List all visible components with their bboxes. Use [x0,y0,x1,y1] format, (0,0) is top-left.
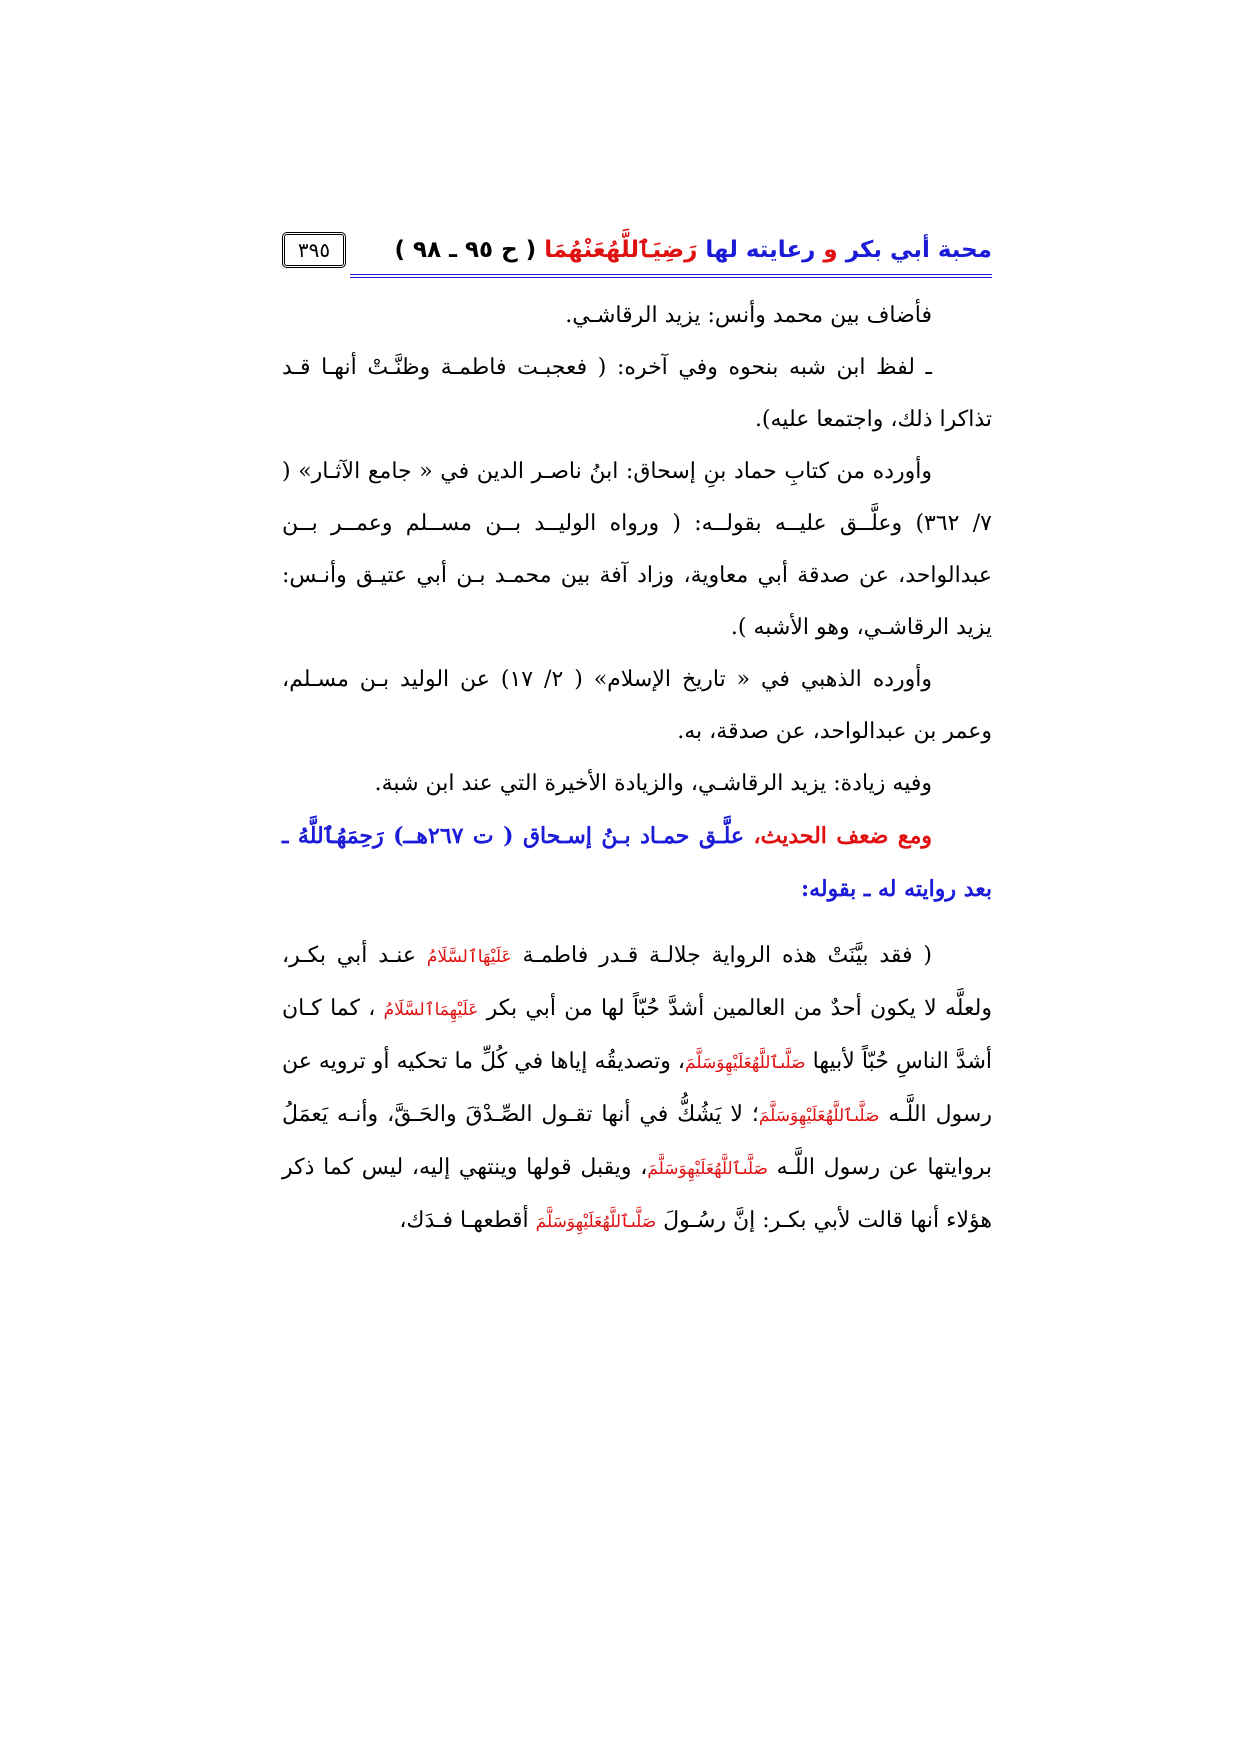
header-underline [350,274,992,278]
honorific-4: صَلَّىٱللَّهُعَلَيْهِوَسَلَّمَ [758,1106,880,1126]
honorific-2: عَلَيْهِمَاٱلسَّلَامُ [383,1000,479,1020]
quote-segment: ؛ لا يَشُكُّ في أنها تقـول الصِّـدْقَ والحَـقَّ، وأنـه يَعمَلُ بروايتها عن رسول اللَّـه [282,1102,993,1180]
paragraph-1: فأضاف بين محمد وأنس: يزيد الرقاشـي. [565,303,932,328]
quote-segment: ، ويقبل قولها وينتهي إليه، ليس كما ذكر هؤلاء أنها قالت لأبي بكـر: إنَّ رسُـولَ [282,1155,992,1233]
header-title-part2: و [815,237,846,263]
page-header [282,232,992,278]
quote-segment: ، كما كـان أشدَّ الناسِ حُبّاً لأبيها [282,996,992,1074]
highlight-red: ومع ضعف الحديث، [744,823,932,849]
highlight-blue: علَّـق حمـاد بـنُ إسـحاق ( ت ٢٦٧هــ) رَحِمَهُٱللَّهُ ـ بعد روايته له ـ بقوله: [282,823,992,902]
header-hadith-range: ( ح ٩٥ ـ ٩٨ ) [394,237,537,263]
paragraph-3: وأورده من كتابِ حماد بنِ إسحاق: ابنُ ناصـر الدين في « جامع الآثـار» ( ٧/ ٣٦٢) وعلَّــق عليــه بقولــه: ( ورواه الوليــد بــن مســلم وعمــر بــن عبدالواحد، عن صدقة أبي معاوية، وزاد آفة بين محمـد بـن أبي عتيـق وأنـس: يزيد الرقاشـي، وهو الأشبه ). [282,459,992,640]
honorific-3: صَلَّىٱللَّهُعَلَيْهِوَسَلَّمَ [685,1053,806,1073]
header-title-part1: محبة أبي بكر [845,237,992,263]
quote-segment: أقطعهـا فـدَك، [399,1208,536,1233]
page-number: ٣٩٥ [282,232,346,268]
quote-paragraph [282,930,992,1248]
honorific-1: عَلَيْهَاٱلسَّلَامُ [426,947,512,967]
honorific-6: صَلَّىٱللَّهُعَلَيْهِوَسَلَّمَ [535,1212,657,1232]
body-text [282,290,992,1248]
paragraph-6 [282,810,992,916]
quote-segment: ( فقد بيَّنَتْ هذه الرواية جلالـة قـدر فاطمـة [511,943,932,968]
header-honorific: رَضِيَٱللَّهُعَنْهُمَا [536,237,706,263]
header-title-part3: رعايته لها [705,237,816,263]
paragraph-5: وفيه زيادة: يزيد الرقاشـي، والزيادة الأخيرة التي عند ابن شبة. [374,771,932,796]
spacer [282,916,992,930]
paragraph-2: ـ لفظ ابن شبه بنحوه وفي آخره: ( فعجبـت فاطمـة وظنَّـتْ أنهـا قـد تذاكرا ذلك، واجتمعا عليه). [282,355,992,432]
quote-segment: عنـد أبي بكـر، ولعلَّه لا يكون أحدٌ من العالمين أشدَّ حُبّاً لها من أبي بكر [282,943,992,1021]
quote-segment: ، وتصديقُه إياها في كُلِّ ما تحكيه أو ترويه عن رسول اللَّـه [282,1049,992,1127]
paragraph-4: وأورده الذهبي في « تاريخ الإسلام» ( ٢/ ١٧) عن الوليد بـن مسـلم، وعمر بن عبدالواحد، عن صدقة، به. [282,667,992,744]
header-title [395,232,992,268]
honorific-5: صَلَّىٱللَّهُعَلَيْهِوَسَلَّمَ [647,1159,768,1179]
